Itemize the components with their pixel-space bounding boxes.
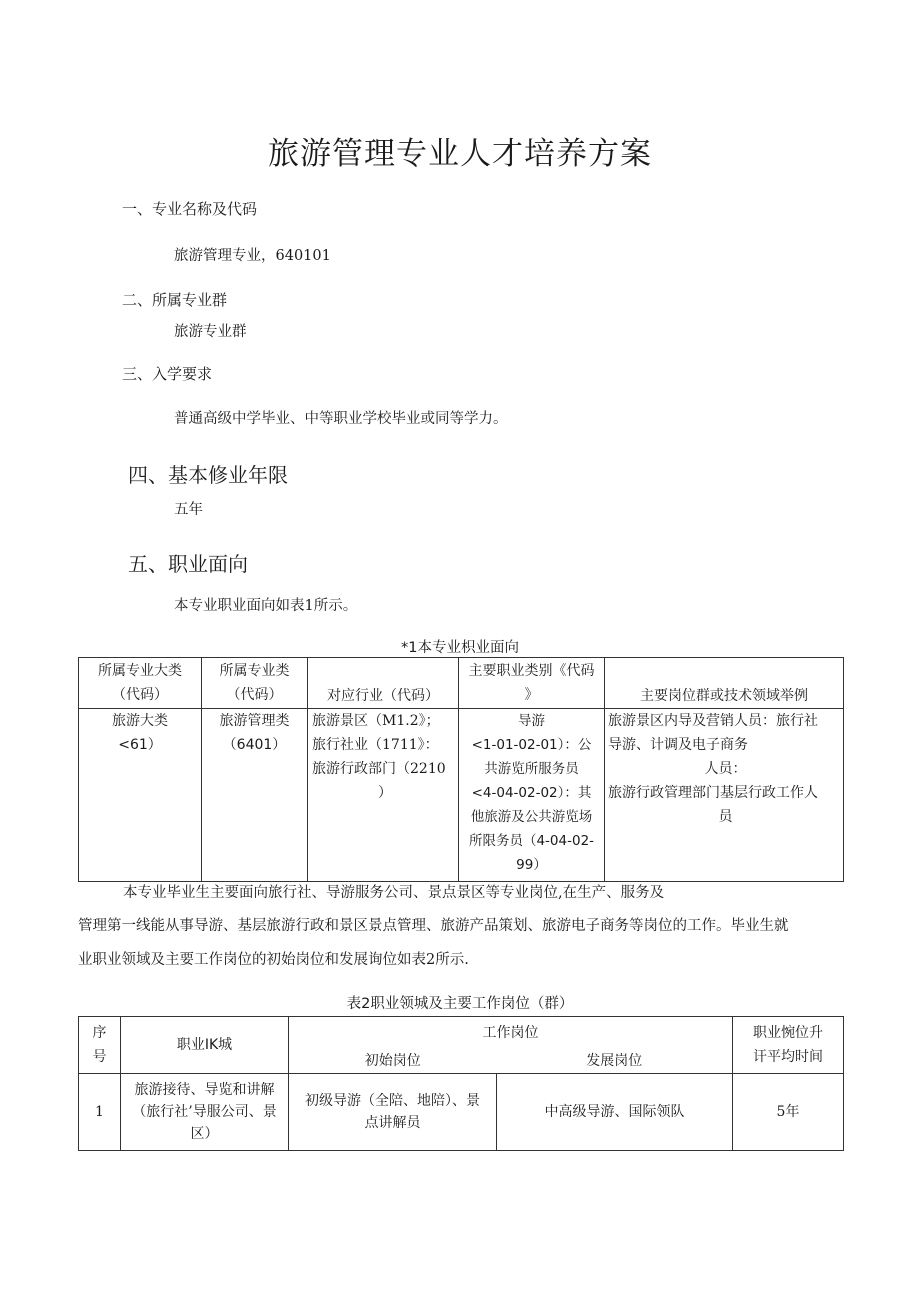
header-occupation-line2: 》 <box>524 687 539 703</box>
header-initial-text: 初始岗位 <box>364 1052 421 1069</box>
header-develop <box>497 1048 733 1073</box>
header-field-text: 职业IK城 <box>176 1037 233 1053</box>
header-develop-text: 发展岗位 <box>586 1052 643 1069</box>
cell-major-category-line1: 旅游大类 <box>112 713 168 729</box>
section-4-heading: 四、基本修业年限 <box>128 463 288 487</box>
header-industry-text: 对应行业（代码） <box>327 688 439 704</box>
paragraph-line-1: 本专业毕业生主要面向旅行社、导游服务公司、景点景区等专业岗位,在生产、服务及 <box>123 885 665 901</box>
section-5-body: 本专业职业面向如表1所示。 <box>174 598 358 614</box>
cell-field-line2: （旅行社’导服公司、景 <box>132 1104 277 1120</box>
cell-major-class-line2: （6401） <box>222 737 287 753</box>
cell-major-class <box>202 709 308 882</box>
cell-major-class-line1: 旅游管理类 <box>219 713 290 729</box>
cell-positions-line1: 旅游景区内导及营销人员：旅行社 <box>608 713 818 729</box>
cell-industry-line4: ） <box>378 785 392 801</box>
cell-occupation-line2: <1-01-02-01）：公 <box>471 737 592 753</box>
cell-initial <box>289 1074 497 1151</box>
header-number <box>79 1017 121 1074</box>
table-header-row <box>79 1017 844 1049</box>
header-occupation-line1: 主要职业类别《代码 <box>468 663 595 679</box>
header-time-line2: 讦平均时间 <box>753 1049 823 1065</box>
header-major-category-line2: （代码） <box>112 687 168 703</box>
cell-occupation-line7: 99） <box>516 857 547 873</box>
cell-initial-line1: 初级导游（全陪、地陪）、景 <box>305 1093 480 1109</box>
career-field-table <box>78 1016 844 1151</box>
cell-occupation-line3: 共游览所服务员 <box>484 761 579 777</box>
cell-occupation-line5: 他旅游及公共游览场 <box>470 809 593 825</box>
paragraph-line-2: 管理第一线能从事导游、基层旅游行政和景区景点管理、旅游产品策划、旅游电子商务等岗位的工作。毕业生就 <box>78 918 789 934</box>
header-positions <box>605 658 844 709</box>
career-orientation-table <box>78 657 844 882</box>
cell-positions <box>605 709 844 882</box>
section-3-body: 普通高级中学毕业、中等职业学校毕业或同等学力。 <box>174 411 508 427</box>
cell-occupation-line1: 导游 <box>518 713 545 729</box>
cell-positions-line4: 旅游行政管理部门基层行政工作人 <box>608 785 818 801</box>
header-time <box>733 1017 844 1074</box>
header-industry <box>308 658 459 709</box>
cell-occupation <box>459 709 605 882</box>
header-number-line1: 序 <box>92 1025 107 1041</box>
cell-major-category-line2: <61） <box>118 737 162 753</box>
header-time-line1: 职业惋位升 <box>753 1025 823 1041</box>
section-4-body: 五年 <box>174 502 203 518</box>
section-2-body: 旅游专业群 <box>174 324 247 340</box>
header-major-category <box>79 658 202 709</box>
header-jobs <box>289 1017 733 1049</box>
table-2-caption: 表2职业领城及主要工作岗位（群） <box>346 996 574 1012</box>
header-jobs-text: 工作岗位 <box>482 1024 539 1041</box>
cell-occupation-line6: 所限务员（4-04-02- <box>468 833 595 849</box>
header-major-category-line1: 所属专业大类 <box>98 663 182 679</box>
cell-positions-line2: 导游、计调及电子商务 <box>608 737 748 753</box>
table-row <box>79 1074 844 1151</box>
header-major-class <box>202 658 308 709</box>
cell-industry <box>308 709 459 882</box>
page-title: 旅游管理专业人才培养方案 <box>268 136 652 172</box>
header-number-line2: 号 <box>92 1049 107 1065</box>
table-header-row <box>79 658 844 709</box>
cell-occupation-line4: <4-04-02-02）：其 <box>471 785 592 801</box>
cell-time: 5年 <box>733 1074 844 1151</box>
section-3-heading: 三、入学要求 <box>122 365 213 383</box>
cell-industry-line2: 旅行社业（1711》： <box>312 737 439 753</box>
cell-positions-line3: 人员： <box>704 761 747 777</box>
paragraph-line-3: 业职业领域及主要工作岗位的初始岗位和发展询位如表2所示. <box>78 952 469 968</box>
cell-initial-line2: 点讲解员 <box>364 1115 421 1131</box>
table-row <box>79 709 844 882</box>
header-field <box>121 1017 289 1074</box>
header-occupation <box>459 658 605 709</box>
cell-major-category <box>79 709 202 882</box>
cell-industry-line3: 旅游行政部门（2210 <box>312 761 446 777</box>
section-1-heading: 一、专业名称及代码 <box>122 200 258 218</box>
header-major-class-line1: 所属专业类 <box>219 663 290 679</box>
section-2-heading: 二、所属专业群 <box>122 291 228 309</box>
section-5-heading: 五、职业面向 <box>128 552 248 576</box>
cell-field-line1: 旅游接待、导览和讲解 <box>134 1082 275 1098</box>
table-1-caption: *1本专业枳业面向 <box>401 640 519 656</box>
cell-industry-line1: 旅游景区（M1.2》； <box>312 713 440 729</box>
header-positions-text: 主要岗位群或技术领域举例 <box>640 688 808 704</box>
cell-field-line3: 区） <box>190 1126 219 1142</box>
header-initial <box>289 1048 497 1073</box>
cell-develop: 中高级导游、国际领队 <box>497 1074 733 1151</box>
cell-field <box>121 1074 289 1151</box>
cell-number: 1 <box>79 1074 121 1151</box>
header-major-class-line2: （代码） <box>226 687 283 703</box>
cell-positions-line5: 员 <box>718 809 733 825</box>
section-1-body: 旅游管理专业，640101 <box>174 248 331 264</box>
